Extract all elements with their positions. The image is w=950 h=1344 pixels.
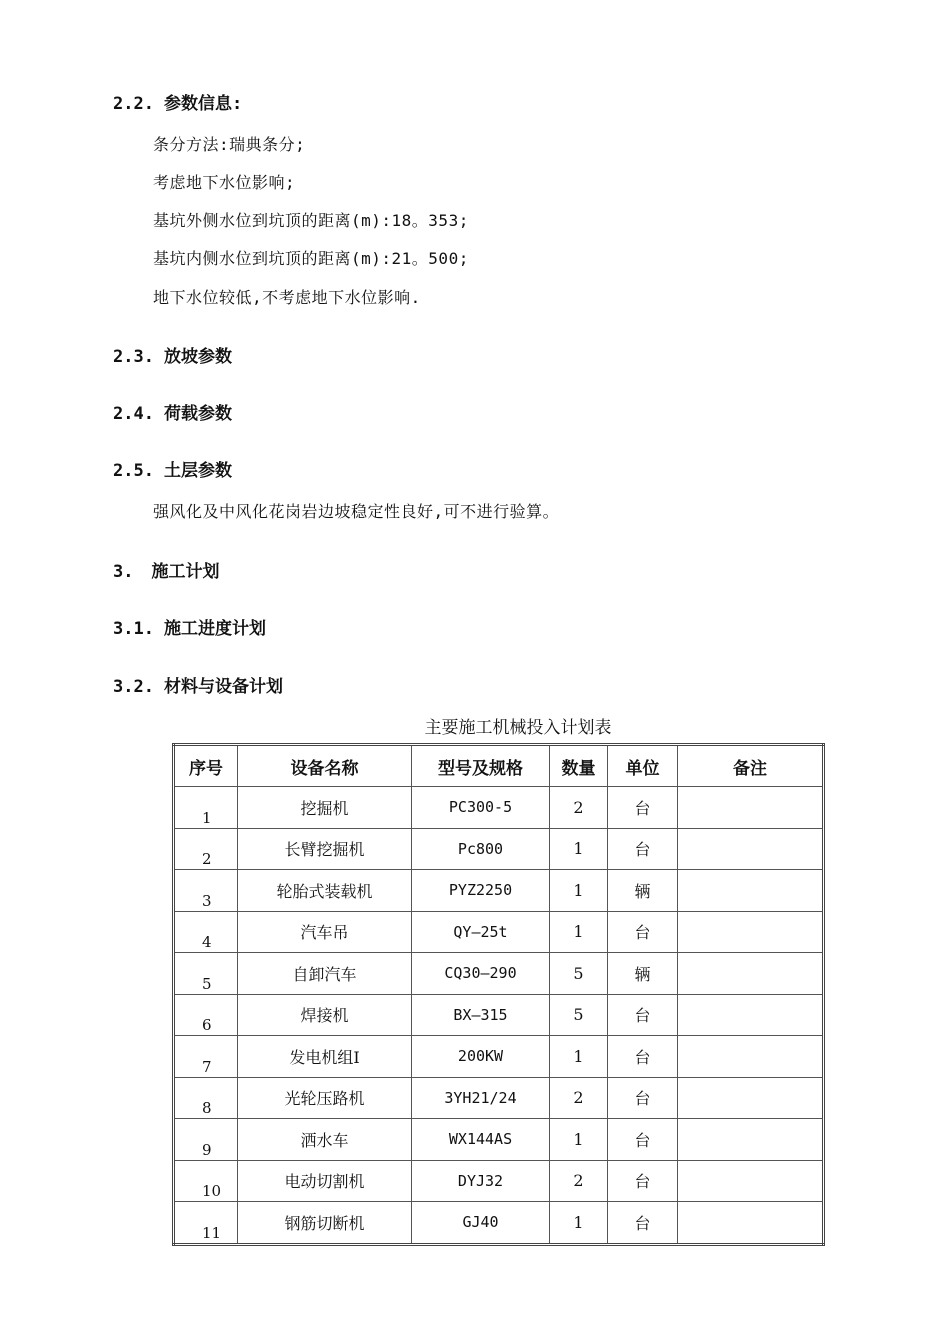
param-line-outer-water: 基坑外侧水位到坑顶的距离(m):18。353;	[153, 211, 469, 230]
cell-model: Pc800	[412, 828, 550, 870]
col-header-qty: 数量	[550, 745, 608, 787]
cell-index: 3	[174, 870, 238, 912]
heading-number: 3.	[113, 562, 134, 582]
param-line-conclusion: 地下水位较低,不考虑地下水位影响.	[153, 288, 421, 307]
table-row	[174, 1036, 824, 1078]
table-row	[174, 994, 824, 1036]
heading-number: 3.1.	[113, 619, 154, 639]
cell-name: 洒水车	[238, 1119, 412, 1161]
table-row	[174, 787, 824, 829]
heading-title: 施工进度计划	[163, 619, 266, 639]
heading-2-4	[113, 399, 232, 424]
cell-note	[678, 828, 824, 870]
heading-2-3	[113, 342, 232, 367]
table-row	[174, 1160, 824, 1202]
table-row	[174, 1077, 824, 1119]
cell-note	[678, 994, 824, 1036]
cell-qty: 2	[550, 1077, 608, 1119]
param-line-method: 条分方法:瑞典条分;	[153, 135, 306, 154]
heading-3-1	[113, 614, 266, 639]
heading-title: 土层参数	[163, 461, 232, 481]
cell-name: 长臂挖掘机	[238, 828, 412, 870]
equipment-plan-table	[172, 743, 825, 1246]
cell-index: 8	[174, 1077, 238, 1119]
heading-number: 2.4.	[113, 404, 154, 424]
cell-note	[678, 1119, 824, 1161]
cell-name: 自卸汽车	[238, 953, 412, 995]
table-row	[174, 911, 824, 953]
cell-note	[678, 1160, 824, 1202]
cell-note	[678, 870, 824, 912]
heading-title: 荷载参数	[163, 404, 232, 424]
cell-index: 4	[174, 911, 238, 953]
cell-index: 10	[174, 1160, 238, 1202]
heading-title: 参数信息:	[163, 94, 243, 114]
col-header-note: 备注	[678, 745, 824, 787]
cell-qty: 2	[550, 1160, 608, 1202]
cell-model: QY—25t	[412, 911, 550, 953]
col-header-index: 序号	[174, 745, 238, 787]
heading-2-2	[113, 89, 242, 114]
cell-unit: 台	[608, 1077, 678, 1119]
cell-unit: 台	[608, 1202, 678, 1245]
param-line-inner-water: 基坑内侧水位到坑顶的距离(m):21。500;	[153, 249, 469, 268]
cell-model: DYJ32	[412, 1160, 550, 1202]
table-row	[174, 828, 824, 870]
cell-name: 轮胎式装载机	[238, 870, 412, 912]
cell-qty: 1	[550, 1036, 608, 1078]
cell-index: 9	[174, 1119, 238, 1161]
col-header-name: 设备名称	[238, 745, 412, 787]
cell-qty: 5	[550, 953, 608, 995]
heading-3	[113, 557, 219, 582]
cell-index: 7	[174, 1036, 238, 1078]
heading-title: 材料与设备计划	[163, 677, 283, 697]
param-line-groundwater: 考虑地下水位影响;	[153, 173, 296, 192]
table-caption: 主要施工机械投入计划表	[424, 718, 612, 738]
cell-qty: 2	[550, 787, 608, 829]
heading-number: 2.3.	[113, 347, 154, 367]
cell-unit: 辆	[608, 870, 678, 912]
soil-layer-text: 强风化及中风化花岗岩边坡稳定性良好,可不进行验算。	[153, 502, 560, 521]
cell-name: 发电机组Ⅰ	[238, 1036, 412, 1078]
cell-name: 焊接机	[238, 994, 412, 1036]
cell-index: 6	[174, 994, 238, 1036]
table-row	[174, 1119, 824, 1161]
cell-qty: 1	[550, 911, 608, 953]
cell-note	[678, 911, 824, 953]
cell-index: 11	[174, 1202, 238, 1245]
cell-unit: 台	[608, 1119, 678, 1161]
cell-qty: 1	[550, 1202, 608, 1245]
cell-model: WX144AS	[412, 1119, 550, 1161]
heading-title: 施工计划	[151, 562, 220, 582]
cell-index: 1	[174, 787, 238, 829]
heading-3-2	[113, 672, 283, 697]
table-row	[174, 1202, 824, 1245]
heading-number: 2.2.	[113, 94, 154, 114]
cell-note	[678, 953, 824, 995]
cell-unit: 台	[608, 911, 678, 953]
cell-model: CQ30—290	[412, 953, 550, 995]
cell-name: 电动切割机	[238, 1160, 412, 1202]
cell-index: 2	[174, 828, 238, 870]
cell-model: BX—315	[412, 994, 550, 1036]
cell-name: 光轮压路机	[238, 1077, 412, 1119]
cell-name: 挖掘机	[238, 787, 412, 829]
cell-unit: 台	[608, 828, 678, 870]
col-header-model: 型号及规格	[412, 745, 550, 787]
heading-number: 3.2.	[113, 677, 154, 697]
cell-unit: 台	[608, 787, 678, 829]
table-header-row	[174, 745, 824, 787]
cell-qty: 1	[550, 828, 608, 870]
heading-title: 放坡参数	[163, 347, 232, 367]
cell-unit: 台	[608, 1036, 678, 1078]
cell-qty: 1	[550, 870, 608, 912]
cell-model: PYZ2250	[412, 870, 550, 912]
cell-index: 5	[174, 953, 238, 995]
cell-model: 3YH21/24	[412, 1077, 550, 1119]
heading-2-5	[113, 456, 232, 481]
cell-unit: 台	[608, 1160, 678, 1202]
cell-name: 钢筋切断机	[238, 1202, 412, 1245]
cell-unit: 台	[608, 994, 678, 1036]
cell-note	[678, 787, 824, 829]
cell-model: GJ40	[412, 1202, 550, 1245]
cell-note	[678, 1202, 824, 1245]
cell-note	[678, 1036, 824, 1078]
cell-unit: 辆	[608, 953, 678, 995]
cell-note	[678, 1077, 824, 1119]
table-row	[174, 953, 824, 995]
heading-number: 2.5.	[113, 461, 154, 481]
cell-model: 200KW	[412, 1036, 550, 1078]
table-row	[174, 870, 824, 912]
cell-name: 汽车吊	[238, 911, 412, 953]
col-header-unit: 单位	[608, 745, 678, 787]
cell-model: PC300-5	[412, 787, 550, 829]
cell-qty: 1	[550, 1119, 608, 1161]
cell-qty: 5	[550, 994, 608, 1036]
